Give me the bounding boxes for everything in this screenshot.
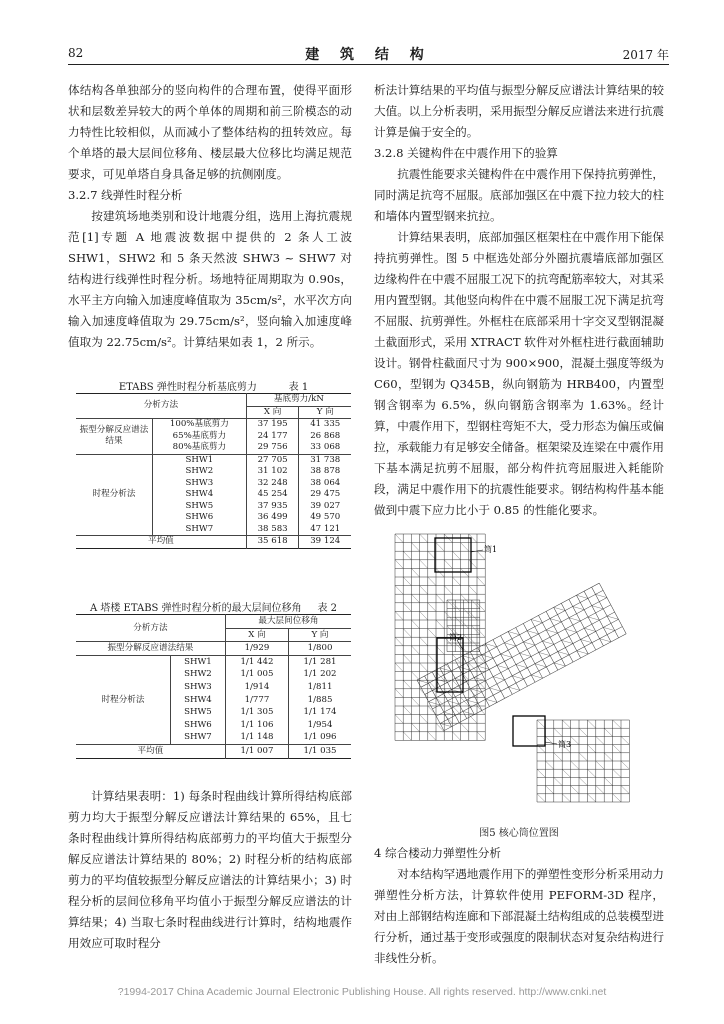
table-1-cell-y: 29 475 [299,489,351,501]
table-2-cell-x: 1/1 007 [225,744,288,758]
table-2-cell-x: 1/777 [225,694,288,707]
table-2-row-label: SHW7 [171,731,226,744]
table-2-header-method: 分析方法 [76,615,225,642]
tube-1-label: 筒1 [484,545,498,554]
table-row [76,536,351,549]
table-1-cell-y: 39 027 [299,501,351,513]
tube-1-box [435,538,471,572]
running-header [68,44,669,66]
copyright-footer: ?1994-2017 China Academic Journal Electronic Publishing House. All rights reserved. http://www.cnki.net [117,986,607,998]
table-1-row-label: SHW3 [153,478,247,490]
left-column-top [68,80,352,353]
table-1-label: 表 1 [288,382,309,393]
table-2-block [76,599,351,759]
right-paragraph-1: 析法计算结果的平均值与振型分解反应谱法计算结果的较大值。以上分析表明，采用振型分解反应谱法来进行抗震计算是偏于安全的。 [374,83,664,139]
left-paragraph-2: 按建筑场地类别和设计地震分组，选用上海抗震规范[1]专题 A 地震波数据中提供的 2 条人工波 SHW1，SHW2 和 5 条天然波 SHW3 ~ SHW7 对结构进行线弹性时程分析。场地特征周期取为 0.90s，水平主方向输入加速度峰值取为 35cm/s²，水平次方向输入加速度峰值取为 29.75cm/s²，竖向输入加速度峰值取为 22.75cm/s²。计算结果如表 1，2 所示。 [68,209,352,349]
table-row [76,419,351,431]
table-1-row-label: SHW2 [153,466,247,478]
table-2-spectrum-name: 振型分解反应谱法结果 [76,642,225,656]
table-2-caption [76,599,351,614]
table-2-cell-x: 1/1 148 [225,731,288,744]
table-1-group-time-history: 时程分析法 [92,489,136,499]
right-paragraph-4: 对本结构罕遇地震作用下的弹塑性变形分析采用动力弹塑性分析方法，计算软件使用 PEFORM-3D 程序，对由上部钢结构连廊和下部混凝土结构组成的总装模型进行分析，通过基于变形或强度的限制状态对复杂结构进行非线性分析。 [374,867,664,965]
tube-3-label: 筒3 [558,740,572,749]
table-2-row-label: SHW5 [171,706,226,719]
table-row [76,744,351,758]
table-2-label: 表 2 [317,603,338,614]
table-2 [76,614,351,759]
table-1-cell-x: 37 935 [246,501,299,513]
table-row [76,655,351,668]
table-row [76,454,351,466]
table-1-cell-x: 24 177 [246,431,299,443]
table-1-cell-x: 45 254 [246,489,299,501]
table-1-cell-x: 27 705 [246,454,299,466]
table-1-cell-y: 39 124 [299,536,351,549]
table-2-cell-x: 1/1 442 [225,655,288,668]
tube-2-label: 筒2 [449,633,463,642]
table-1-header-group: 基底剪力/kN [246,394,351,407]
right-paragraph-2: 抗震性能要求关键构件在中震作用下保持抗剪弹性，同时满足抗弯不屈服。底部加强区在中震下拉力较大的柱和墙体内置型钢来抗拉。 [374,167,664,223]
table-2-cell-y: 1/1 035 [289,744,351,758]
table-1-average-label: 平均值 [76,536,246,549]
table-2-cell-y: 1/1 202 [289,668,351,681]
table-2-group-time-history: 时程分析法 [101,694,145,705]
figure-5-core-tube-plan [387,530,633,814]
table-2-cell-y: 1/811 [289,681,351,694]
section-heading-3-2-7: 3.2.7 线弹性时程分析 [68,188,183,202]
table-1-cell-y: 49 570 [299,512,351,524]
table-1 [76,393,351,549]
table-2-row-label: SHW3 [171,681,226,694]
table-1-header-y: Y 向 [299,406,351,419]
table-1-cell-x: 29 756 [246,442,299,454]
table-1-cell-x: 32 248 [246,478,299,490]
header-rule [68,64,669,65]
table-1-caption [76,378,351,393]
left-column-bottom [68,786,352,954]
table-1-header-x: X 向 [246,406,299,419]
table-1-block [76,378,351,549]
tube-3-box [513,716,545,746]
table-1-row-label: SHW7 [153,524,247,536]
table-2-cell-y: 1/954 [289,719,351,732]
section-heading-4: 4 综合楼动力弹塑性分析 [374,846,501,860]
table-2-cell-x: 1/914 [225,681,288,694]
table-1-cell-x: 37 195 [246,419,299,431]
table-2-spectrum-x: 1/929 [225,642,288,656]
left-paragraph-1: 体结构各单独部分的竖向构件的合理布置，使得平面形状和层数差异较大的两个单体的周期和前三阶模态的动力特性比较相似，从而减小了整体结构的扭转效应。每个单塔的最大层间位移角、楼层最大位移比均满足规范要求，可见单塔自身具备足够的抗侧刚度。 [68,83,352,181]
table-2-cell-y: 1/1 281 [289,655,351,668]
table-1-cell-y: 47 121 [299,524,351,536]
table-2-row-label: SHW2 [171,668,226,681]
right-paragraph-3: 计算结果表明，底部加强区框架柱在中震作用下能保持抗剪弹性。图 5 中框选处部分外圈抗震墙底部加强区边缘构件在中震不屈服工况下的抗弯配筋率较大，对其采用内置型钢。其他竖向构件在中震不屈服工况下满足抗弯不屈服、抗剪弹性。外框柱在底部采用十字交叉型钢混凝土截面形式，采用 XTRACT 软件对外框柱进行截面辅助设计。钢骨柱截面尺寸为 900×900，混凝土强度等级为 C60，型钢为 Q345B，纵向钢筋为 HRB400，内置型钢含钢率为 6.5%，纵向钢筋含钢率为 1.63%。经计算，中震作用下，型钢柱弯矩不大，受力形态为偏压或偏拉，承载能力有足够安全储备。框架梁及连梁在中震作用下基本满足抗剪不屈服，部分构件抗弯屈服进入耗能阶段，满足中震作用下的抗震性能要求。钢结构构件基本能做到中震下应力比小于 0.85 的性能化要求。 [374,230,664,517]
section-heading-3-2-8: 3.2.8 关键构件在中震作用下的验算 [374,146,558,160]
table-2-cell-x: 1/1 005 [225,668,288,681]
table-2-cell-y: 1/1 096 [289,731,351,744]
table-1-title: ETABS 弹性时程分析基底剪力 [118,382,257,393]
table-2-header-group: 最大层间位移角 [225,615,351,629]
figure-5-caption: 图5 核心筒位置图 [479,828,559,839]
table-1-cell-x: 31 102 [246,466,299,478]
table-1-cell-y: 26 868 [299,431,351,443]
table-2-title: A 塔楼 ETABS 弹性时程分析的最大层间位移角 [89,603,302,614]
table-1-row-label: 80%基底剪力 [153,442,247,454]
right-column-bottom [374,843,664,969]
table-1-row-label: SHW6 [153,512,247,524]
table-2-cell-x: 1/1 106 [225,719,288,732]
table-2-average-label: 平均值 [76,744,225,758]
page-number: 82 [68,46,84,60]
table-1-header-method: 分析方法 [76,394,246,419]
table-1-row-label: SHW5 [153,501,247,513]
tube-2-box [437,638,463,692]
table-2-cell-y: 1/885 [289,694,351,707]
table-1-cell-x: 38 583 [246,524,299,536]
table-1-row-label: 100%基底剪力 [153,419,247,431]
table-1-row-label: 65%基底剪力 [153,431,247,443]
table-2-header-x: X 向 [225,628,288,642]
table-1-cell-y: 38 878 [299,466,351,478]
table-1-cell-y: 31 738 [299,454,351,466]
table-2-cell-y: 1/1 174 [289,706,351,719]
table-1-group-spectrum: 振型分解反应谱法结果 [76,419,153,455]
table-2-cell-x: 1/1 305 [225,706,288,719]
table-2-spectrum-y: 1/800 [289,642,351,656]
journal-title: 建 筑 结 构 [305,47,432,63]
table-2-row-label: SHW6 [171,719,226,732]
table-1-cell-y: 41 335 [299,419,351,431]
table-1-row-label: SHW4 [153,489,247,501]
table-1-cell-x: 35 618 [246,536,299,549]
publication-year: 2017 年 [622,48,669,62]
table-2-row-label: SHW4 [171,694,226,707]
table-1-row-label: SHW1 [153,454,247,466]
tube-3-leader [545,742,557,744]
left-paragraph-3: 计算结果表明：1) 每条时程曲线计算所得结构底部剪力均大于振型分解反应谱法计算结果的 65%，且七条时程曲线计算所得结构底部剪力的平均值大于振型分解反应谱法计算结果的 80%；2) 时程分析的结构底部剪力的平均值较振型分解反应谱法的计算结果小；3) 时程分析的层间位移角平均值小于振型分解反应谱法的计算结果；4) 当取七条时程曲线进行计算时，结构地震作用效应可取时程分 [68,789,352,950]
right-column-top [374,80,664,521]
table-2-header-y: Y 向 [289,628,351,642]
table-1-cell-y: 33 068 [299,442,351,454]
table-2-row-label: SHW1 [171,655,226,668]
table-1-cell-y: 38 064 [299,478,351,490]
table-1-cell-x: 36 499 [246,512,299,524]
